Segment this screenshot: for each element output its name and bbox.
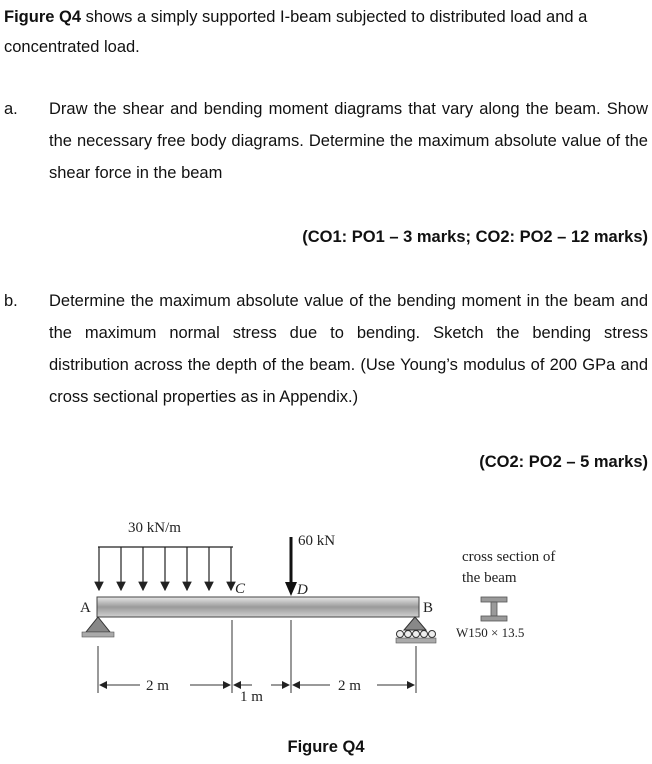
point-a-label: A <box>80 600 91 616</box>
dimension-1-label: 2 m <box>146 678 169 694</box>
beam-figure <box>0 500 652 764</box>
question-a-text: Draw the shear and bending moment diagrams that vary along the beam. Show the necessary free body diagrams. Determine the maximum absolute value of the shear force in the beam <box>49 100 648 182</box>
intro-paragraph <box>4 2 648 62</box>
point-b-label: B <box>423 600 434 616</box>
section-name: W150 × 13.5 <box>456 625 525 640</box>
dimension-2-label: 1 m <box>240 689 263 705</box>
point-d-label: D <box>297 582 308 598</box>
point-load-arrowhead <box>285 582 297 596</box>
question-b-text: Determine the maximum absolute value of the bending moment in the beam and the maximum normal stress due to bending. Sketch the bending stress distribution across the depth of the beam. (Use Young’s modulus of 200 GPa and cross sectional properties as in Appendix.) <box>49 292 648 406</box>
udl-arrows <box>99 547 231 590</box>
dimension-3-label: 2 m <box>338 678 361 694</box>
roller-support-b <box>396 617 436 643</box>
question-b-label: b. <box>4 292 18 310</box>
figure-caption: Figure Q4 <box>287 738 365 756</box>
figure-reference: Figure Q4 <box>4 8 82 26</box>
section-title-line-2: the beam <box>462 570 517 586</box>
question-b-marks: (CO2: PO2 – 5 marks) <box>479 453 648 471</box>
question-a-label: a. <box>4 100 18 118</box>
beam <box>97 597 419 617</box>
udl-label: 30 kN/m <box>128 520 181 536</box>
point-c-label: C <box>235 581 246 597</box>
section-title-line-1: cross section of <box>462 549 556 565</box>
pin-support-a <box>82 617 114 637</box>
point-load-label: 60 kN <box>298 533 336 549</box>
i-beam-section-icon <box>481 597 507 621</box>
question-a <box>4 93 648 189</box>
intro-text: shows a simply supported I-beam subjected to distributed load and a concentrated load. <box>4 8 588 56</box>
question-a-marks: (CO1: PO1 – 3 marks; CO2: PO2 – 12 marks) <box>302 228 648 246</box>
question-b <box>4 285 648 413</box>
